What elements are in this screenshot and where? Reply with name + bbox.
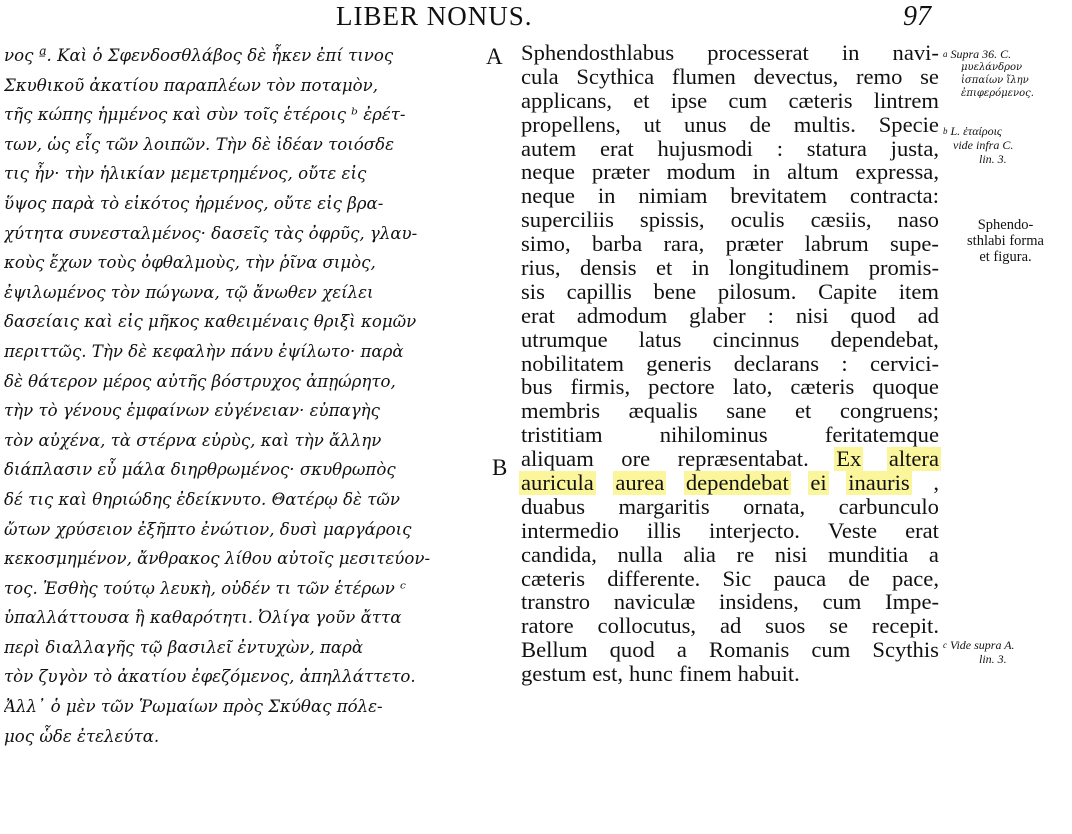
latin-word: recepit.: [871, 613, 939, 639]
latin-word: carbunculo: [838, 493, 939, 519]
highlighted-word: dependebat: [685, 470, 789, 496]
latin-word: neque: [521, 183, 575, 209]
latin-word: contracta:: [849, 183, 939, 209]
latin-word: ad: [719, 613, 742, 639]
latin-word: cervici-: [870, 350, 939, 376]
latin-word: rara,: [663, 231, 705, 257]
latin-line: [521, 184, 939, 208]
greek-line: τὴν τὸ γένους ἐμφαίνων εὐγένειαν· εὐπαγὴς: [4, 401, 380, 421]
latin-line: [521, 423, 939, 447]
latin-word: :: [776, 135, 783, 161]
latin-word: Impe-: [885, 589, 939, 615]
latin-word: dependebat,: [830, 326, 939, 352]
latin-word: superciliis: [521, 207, 614, 233]
latin-line: [521, 89, 939, 113]
latin-word: bene: [653, 278, 697, 304]
latin-word: quod: [609, 637, 655, 663]
latin-word: et: [655, 255, 673, 281]
latin-line: [521, 65, 939, 89]
note-c-reference: Vide supra A.: [950, 638, 1015, 652]
latin-word: neque: [521, 159, 575, 185]
latin-word: barba: [591, 231, 643, 257]
note-a-greek-3: ἐπιφερόμενος.: [961, 88, 1034, 99]
latin-word: nimiam: [638, 183, 708, 209]
latin-line: [521, 113, 939, 137]
latin-line: [521, 567, 939, 591]
latin-word: æqualis: [628, 398, 698, 424]
section-letter-a: A: [486, 44, 503, 69]
latin-word: finem: [678, 661, 732, 687]
latin-line: [521, 208, 939, 232]
latin-word: tristitiam: [521, 422, 603, 448]
latin-word: membris: [521, 398, 601, 424]
latin-word: cum: [728, 87, 768, 113]
highlighted-word: ei: [810, 470, 827, 496]
highlighted-word: aurea: [615, 470, 665, 496]
latin-word: in: [691, 255, 710, 281]
latin-word: cula: [521, 63, 559, 89]
latin-word: ipse: [670, 87, 708, 113]
note-c-line: lin. 3.: [979, 652, 1007, 666]
subject-note-line-1: Sphendo-: [977, 217, 1034, 233]
latin-word: erat: [905, 517, 939, 543]
latin-word: de: [749, 111, 771, 137]
note-a-greek-2: ἰσπαίων ἴλην: [961, 75, 1029, 86]
latin-word: congruens;: [839, 398, 939, 424]
latin-word: ornata,: [743, 493, 806, 519]
note-mark-b: b: [943, 126, 948, 136]
latin-word: devectus,: [753, 63, 839, 89]
margin-note-b: [943, 124, 1068, 166]
highlighted-word: altera: [888, 446, 939, 472]
latin-word: declarans: [733, 350, 820, 376]
latin-word: margaritis: [618, 493, 710, 519]
latin-word: collocutus,: [597, 613, 697, 639]
latin-word: ratore: [521, 613, 574, 639]
note-a-greek-1: μυελάνδρον: [961, 62, 1023, 73]
note-b-line: lin. 3.: [979, 152, 1007, 166]
latin-word: cæsiis,: [810, 207, 872, 233]
latin-word: quoque: [872, 374, 939, 400]
latin-word: quod: [850, 302, 896, 328]
latin-line: [521, 41, 939, 65]
latin-word: autem: [521, 135, 577, 161]
note-mark-c: c: [943, 640, 947, 650]
latin-word: statura: [806, 135, 867, 161]
greek-line: κοὺς ἔχων τοὺς ὀφθαλμοὺς, τὴν ῥῖνα σιμὸς,: [4, 253, 376, 273]
latin-word: generis: [646, 350, 712, 376]
latin-word: habuit.: [737, 661, 800, 687]
latin-word: pace,: [891, 565, 939, 591]
latin-word: longitudinem: [728, 255, 850, 281]
greek-line: τὸν ζυγὸν τὸ ἀκατίου ἐφεζόμενος, ἀπηλλάττετο.: [4, 667, 416, 687]
latin-word: labrum: [804, 231, 869, 257]
latin-line: [521, 375, 939, 399]
latin-word: insidens,: [719, 589, 799, 615]
latin-word: se: [920, 63, 939, 89]
greek-line: ὤτων χρύσειον ἐξῆπτο ἐνώτιον, δυσὶ μαργάροις: [4, 519, 412, 539]
latin-word: altum: [787, 159, 839, 185]
latin-word: alia: [683, 541, 716, 567]
latin-word: præter: [725, 231, 784, 257]
latin-word: in: [841, 40, 860, 65]
latin-line: [521, 137, 939, 161]
latin-line: [521, 304, 939, 328]
latin-word: simo,: [521, 231, 571, 257]
latin-word: pauca: [773, 565, 827, 591]
latin-line: [521, 614, 939, 638]
greek-line: τις ἦν· τὴν ἡλικίαν μεμετρημένος, οὔτε εἰς: [4, 164, 367, 184]
latin-word: rius,: [521, 255, 561, 281]
latin-word: brevitatem: [730, 183, 827, 209]
latin-word: admodum: [576, 302, 668, 328]
latin-word: candida,: [521, 541, 597, 567]
latin-line: [521, 590, 939, 614]
note-b-reading: L. ἑταίροις: [950, 124, 1002, 138]
page-header: [0, 0, 1072, 40]
latin-line: [521, 328, 939, 352]
latin-word: item: [898, 278, 939, 304]
latin-line: [521, 662, 939, 686]
latin-word: :: [841, 350, 848, 376]
latin-word: erat: [521, 302, 555, 328]
greek-line: τῆς κώπης ἡμμένος καὶ σὺν τοῖς ἑτέροις ᵇ ἐρέτ-: [4, 105, 406, 125]
latin-word: Specie: [878, 111, 939, 137]
note-b-reference: vide infra C.: [953, 138, 1014, 152]
latin-word: illis: [646, 517, 681, 543]
note-a-reference: Supra 36. C.: [950, 47, 1012, 61]
latin-word: et: [794, 398, 812, 424]
latin-word: densis: [580, 255, 637, 281]
latin-word: de: [848, 565, 870, 591]
subject-note-line-2: sthlabi forma: [967, 233, 1044, 249]
highlighted-word: inauris: [848, 470, 910, 496]
latin-word: promis-: [868, 255, 939, 281]
greek-line: Σκυθικοῦ ἀκατίου παραπλέων τὸν ποταμὸν,: [4, 75, 379, 95]
greek-line: τὸν αὐχένα, τὰ στέρνα εὐρὺς, καὶ τὴν ἄλλην: [4, 430, 382, 450]
punctuation: ,: [933, 470, 939, 496]
greek-line: χύτητα συνεσταλμένος· δασεῖς τὰς ὀφρῦς, γλαυ-: [4, 223, 418, 243]
latin-word: unus: [684, 111, 727, 137]
latin-line: [521, 447, 939, 471]
latin-word: utrumque: [521, 326, 608, 352]
latin-word: glaber: [689, 302, 746, 328]
latin-word: est,: [592, 661, 624, 687]
latin-word: nobilitatem: [521, 350, 624, 376]
latin-word: ad: [917, 302, 939, 328]
greek-line: μος ὧδε ἐτελεύτα.: [4, 726, 160, 746]
latin-word: pilosum.: [717, 278, 797, 304]
subject-note-line-3: et figura.: [979, 249, 1032, 265]
latin-word: spissis,: [639, 207, 705, 233]
greek-line: διάπλασιν εὖ μάλα διηρθρωμένος· σκυθρωπὸς: [4, 460, 396, 480]
latin-word: aliquam: [521, 446, 594, 472]
latin-line: [521, 256, 939, 280]
latin-word: erat: [599, 135, 634, 161]
note-mark-a: a: [943, 49, 948, 59]
highlighted-word: Ex: [836, 446, 862, 472]
latin-word: a: [928, 541, 939, 567]
latin-word: munditia: [827, 541, 909, 567]
margin-note-c: [943, 638, 1068, 666]
latin-word: Romanis: [708, 637, 790, 663]
latin-word: multis.: [793, 111, 856, 137]
latin-word: præter: [591, 159, 650, 185]
greek-line: Ἀλλ᾿ ὁ μὲν τῶν Ῥωμαίων πρὸς Σκύθας πόλε-: [4, 697, 383, 717]
latin-word: feritatemque: [824, 422, 939, 448]
latin-word: pectore: [648, 374, 715, 400]
greek-line: περὶ διαλλαγῆς τῷ βασιλεῖ ἐντυχὼν, παρὰ: [4, 637, 364, 657]
latin-word: justa,: [890, 135, 939, 161]
latin-word: nisi: [774, 541, 808, 567]
latin-word: bus: [521, 374, 553, 400]
latin-word: latus: [638, 326, 682, 352]
latin-word: :: [767, 302, 774, 328]
latin-word: transtro: [521, 589, 591, 615]
latin-line: [521, 399, 939, 423]
latin-word: repræsentabat.: [677, 446, 809, 472]
latin-word: expressa,: [855, 159, 939, 185]
latin-word: propellens,: [521, 111, 621, 137]
latin-line: [521, 638, 939, 662]
latin-word: Scythica: [576, 63, 655, 89]
latin-word: applicans,: [521, 87, 612, 113]
greek-line: κεκοσμημένον, ἄνθρακος λίθου αὐτοῖς μεσιτεύον-: [4, 549, 431, 569]
greek-line: ἐψιλωμένος τὸν πώγωνα, τῷ ἄνωθεν χείλει: [4, 282, 374, 302]
latin-word: cum: [811, 637, 851, 663]
latin-line: [521, 280, 939, 304]
latin-word: et: [633, 87, 650, 113]
latin-word: modum: [666, 159, 736, 185]
latin-word: lintrem: [873, 87, 939, 113]
latin-word: a: [676, 637, 687, 663]
latin-word: Sic: [722, 565, 752, 591]
latin-word: Bellum: [521, 637, 588, 663]
latin-word: hujusmodi: [657, 135, 753, 161]
latin-word: processerat: [707, 40, 809, 65]
latin-word: nulla: [617, 541, 663, 567]
latin-word: ore: [621, 446, 651, 472]
latin-word: in: [597, 183, 616, 209]
latin-word: Sphendosthlabus: [521, 40, 675, 65]
latin-word: intermedio: [521, 517, 619, 543]
latin-word: se: [829, 613, 848, 639]
latin-word: oculis: [730, 207, 785, 233]
margin-subject-note: [943, 217, 1068, 265]
latin-word: naso: [897, 207, 939, 233]
latin-line: [521, 232, 939, 256]
latin-word: lato,: [732, 374, 773, 400]
greek-line: περιττῶς. Τὴν δὲ κεφαλὴν πάνυ ἐψίλωτο· παρὰ: [4, 341, 404, 361]
latin-line: [521, 519, 939, 543]
latin-word: nisi: [795, 302, 829, 328]
latin-word: cæteris: [790, 374, 855, 400]
latin-word: navi-: [892, 40, 939, 65]
latin-word: cum: [822, 589, 862, 615]
latin-word: in: [752, 159, 771, 185]
latin-word: differente.: [607, 565, 701, 591]
greek-text-column: [4, 41, 482, 751]
margin-note-a: [943, 47, 1068, 100]
latin-word: gestum: [521, 661, 587, 687]
latin-word: re: [736, 541, 755, 567]
latin-line: [521, 543, 939, 567]
latin-line: [521, 352, 939, 376]
latin-word: sane: [726, 398, 767, 424]
greek-line: ὕψος παρὰ τὸ εἰκότος ἠρμένος, οὔτε εἰς βρα-: [4, 193, 384, 213]
latin-word: ut: [643, 111, 662, 137]
latin-word: nihilominus: [659, 422, 768, 448]
latin-word: capillis: [566, 278, 632, 304]
greek-line: δασείαις καὶ εἰς μῆκος καθειμέναις θριξὶ κομῶν: [4, 312, 417, 332]
section-letter-b: B: [492, 455, 508, 480]
latin-word: Capite: [818, 278, 878, 304]
page-number: 97: [903, 1, 931, 32]
latin-word: duabus: [521, 493, 586, 519]
latin-word: Veste: [828, 517, 877, 543]
latin-word: suos: [765, 613, 806, 639]
latin-line: [521, 495, 939, 519]
latin-text-column: [521, 41, 939, 686]
latin-word: cæteris: [521, 565, 585, 591]
latin-word: sis: [521, 278, 545, 304]
greek-line: δὲ θάτερον μέρος αὐτῆς βόστρυχος ἀπῃώρητο,: [4, 371, 396, 391]
greek-line: των, ὡς εἷς τῶν λοιπῶν. Τὴν δὲ ἰδέαν τοιόσδε: [4, 134, 394, 154]
latin-word: supe-: [890, 231, 939, 257]
latin-word: interjecto.: [708, 517, 800, 543]
margin-notes: [943, 0, 1072, 834]
greek-line: ὑπαλλάττουσα ἢ καθαρότητι. Ὀλίγα γοῦν ἄττα: [4, 608, 402, 628]
latin-line: [521, 160, 939, 184]
latin-word: firmis,: [570, 374, 631, 400]
latin-word: hunc: [629, 661, 673, 687]
running-head: LIBER NONUS.: [336, 1, 533, 31]
latin-word: cincinnus: [712, 326, 800, 352]
latin-line: [521, 471, 939, 495]
latin-word: remo: [855, 63, 903, 89]
greek-line: δέ τις καὶ θηριώδης ἐδείκνυτο. Θατέρῳ δὲ τῶν: [4, 489, 401, 509]
latin-word: naviculæ: [613, 589, 696, 615]
latin-word: cæteris: [788, 87, 853, 113]
latin-word: Scythis: [872, 637, 939, 663]
highlighted-word: auricula: [521, 470, 594, 496]
greek-line: τος. Ἐσθὴς τούτῳ λευκὴ, οὐδέν τι τῶν ἑτέρων ᶜ: [4, 578, 406, 598]
greek-line: νος ª. Καὶ ὁ Σφενδοσθλάβος δὲ ἧκεν ἐπί τινος: [4, 46, 394, 65]
latin-word: flumen: [671, 63, 736, 89]
